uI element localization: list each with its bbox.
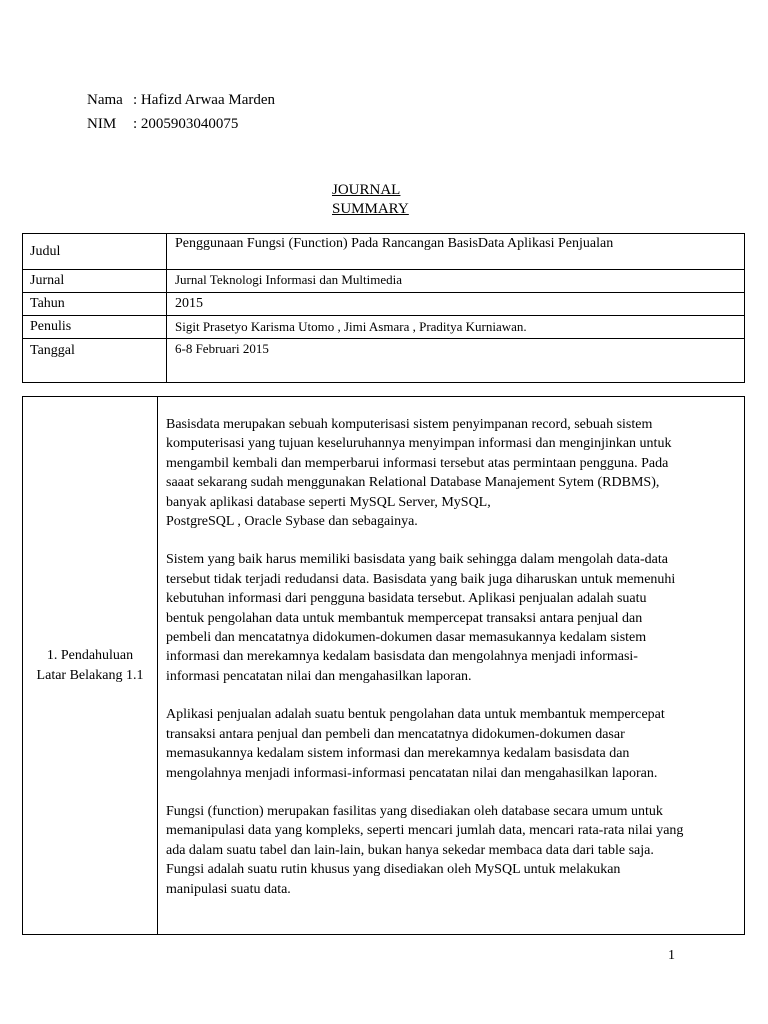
nim-value: : 2005903040075 — [133, 116, 239, 132]
nim-row — [87, 112, 275, 136]
info-value: 6-8 Februari 2015 — [167, 339, 745, 383]
paragraph-line: Fungsi (function) merupakan fasilitas yang disediakan oleh database secara umum untuk — [166, 803, 663, 819]
body-paragraph — [166, 705, 738, 783]
section-body-cell — [158, 397, 745, 935]
paragraph-line: ada dalam suatu tabel dan lain-lain, bukan hanya sekedar membaca data dari table saja. — [166, 842, 654, 858]
paragraph-line: memanipulasi data yang kompleks, seperti mencari jumlah data, mencari rata-rata nilai yang — [166, 823, 684, 839]
document-header — [87, 88, 275, 136]
section-heading-number: 1. Pendahuluan — [46, 647, 134, 663]
paragraph-line: komputerisasi yang tujuan keseluruhannya menyimpan informasi dan menginjinkan untuk — [166, 436, 672, 452]
paragraph-line: manipulasi suatu data. — [166, 881, 291, 897]
paragraph-line: Aplikasi penjualan adalah suatu bentuk pengolahan data untuk membantuk mempercepat — [166, 707, 665, 723]
nama-row — [87, 88, 275, 112]
nama-value: : Hafizd Arwaa Marden — [133, 92, 276, 108]
info-key: Tahun — [23, 293, 167, 316]
info-row-judul — [23, 234, 745, 270]
paragraph-line: informasi pencatatan nilai dan mengahasilkan laporan. — [166, 668, 472, 684]
paragraph-line: Basisdata merupakan sebuah komputerisasi sistem penyimpanan record, sebuah sistem — [166, 417, 653, 432]
section-heading-subtitle: Latar Belakang 1.1 — [36, 667, 144, 683]
title-line-1: JOURNAL — [332, 182, 401, 198]
summary-content-table — [22, 396, 745, 935]
paragraph-line: Sistem yang baik harus memiliki basisdata yang baik sehingga dalam mengolah data-data — [166, 552, 668, 568]
nama-label: Nama — [87, 92, 123, 108]
info-row-tanggal — [23, 339, 745, 383]
info-row-penulis — [23, 316, 745, 339]
body-paragraph — [166, 802, 738, 899]
paragraph-line: Fungsi adalah suatu rutin khusus yang disediakan oleh MySQL untuk melakukan — [166, 862, 621, 878]
info-key: Judul — [23, 234, 167, 270]
info-row-tahun — [23, 293, 745, 316]
paragraph-line: bentuk pengolahan data untuk membantuk mempercepat transaksi antara penjual dan — [166, 610, 643, 626]
paragraph-line: PostgreSQL , Oracle Sybase dan sebagainya. — [166, 514, 418, 530]
paragraph-line: memasukannya kedalam sistem informasi dan merekamnya kedalam basisdata dan — [166, 746, 630, 762]
paragraph-line: informasi dan merekamnya kedalam basisdata dan mengolahnya menjadi informasi- — [166, 649, 638, 665]
paragraph-line: transaksi antara penjual dan pembeli dan mencatatnya didokumen-dokumen dasar — [166, 726, 625, 742]
nim-label: NIM — [87, 116, 117, 132]
title-line-2: SUMMARY — [332, 201, 409, 217]
paragraph-line: mengambil kembali dan memperbarui informasi tersebut atas permintaan pengguna. Pada — [166, 455, 669, 471]
paragraph-line: pembeli dan mencatatnya didokumen-dokumen dasar memasukannya kedalam sistem — [166, 630, 647, 646]
info-key: Jurnal — [23, 270, 167, 293]
info-row-jurnal — [23, 270, 745, 293]
info-key: Tanggal — [23, 339, 167, 383]
paragraph-line: saaat sekarang sudah menggunakan Relational Database Manajement Sytem (RDBMS), — [166, 475, 660, 491]
paragraph-line: kebutuhan informasi dari pengguna basidata tersebut. Aplikasi penjualan adalah suatu — [166, 591, 647, 607]
paragraph-line: mengolahnya menjadi informasi-informasi pencatatan nilai dan mengahasilkan laporan. — [166, 765, 658, 781]
info-value: Penggunaan Fungsi (Function) Pada Rancangan BasisData Aplikasi Penjualan — [167, 234, 745, 270]
body-paragraph — [166, 550, 738, 686]
section-body — [166, 415, 738, 899]
paragraph-line: banyak aplikasi database seperti MySQL Server, MySQL, — [166, 494, 491, 510]
section-heading-cell — [23, 397, 158, 935]
body-paragraph — [166, 415, 738, 531]
paragraph-line: tersebut tidak terjadi redudansi data. Basisdata yang baik juga diharuskan untuk memenuhi — [166, 571, 676, 587]
document-title — [332, 181, 409, 219]
info-value: Sigit Prasetyo Karisma Utomo , Jimi Asmara , Praditya Kurniawan. — [167, 316, 745, 339]
info-value: 2015 — [167, 293, 745, 316]
journal-info-table — [22, 233, 745, 383]
page-number: 1 — [668, 948, 675, 963]
info-value: Jurnal Teknologi Informasi dan Multimedia — [167, 270, 745, 293]
info-key: Penulis — [23, 316, 167, 339]
